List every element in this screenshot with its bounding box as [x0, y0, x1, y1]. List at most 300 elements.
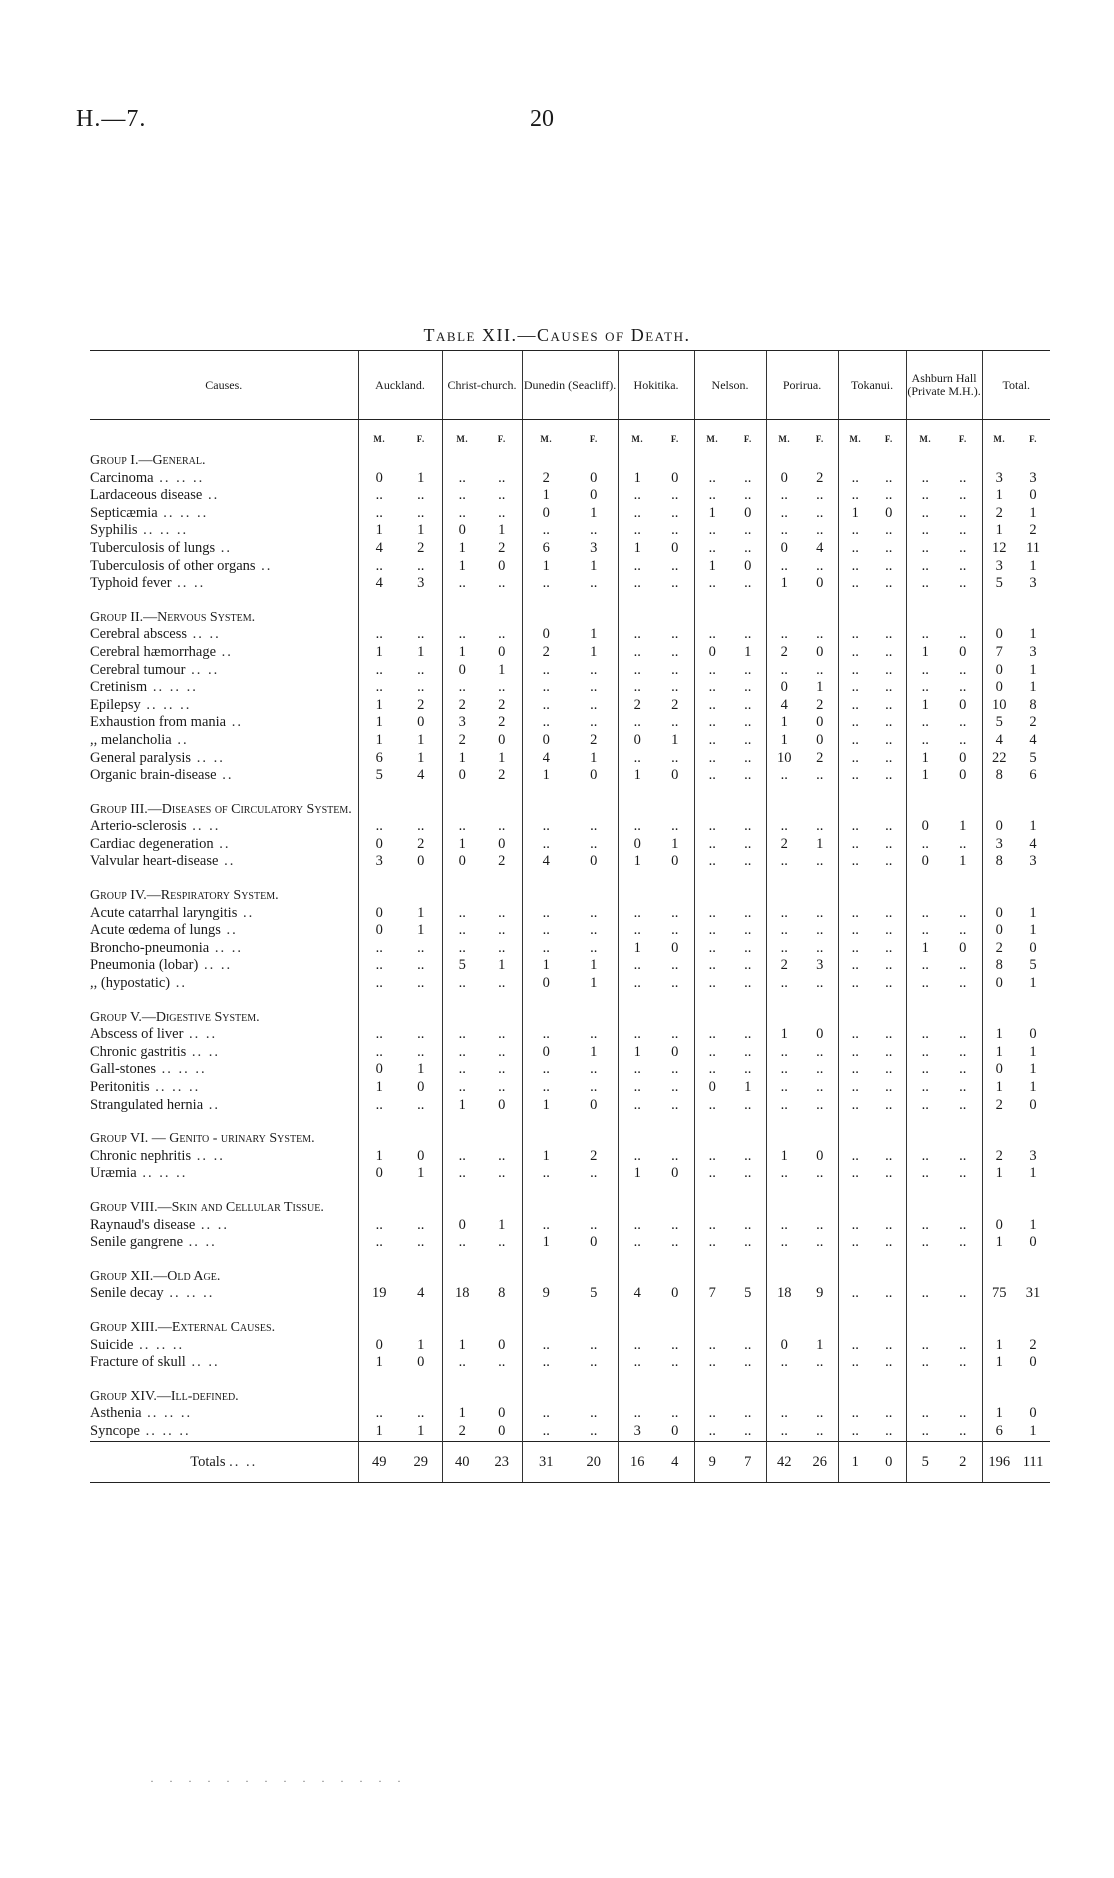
- male-count-cell: 4: [522, 853, 570, 871]
- male-count-cell: ..: [838, 575, 872, 593]
- cause-label: Gall-stones: [90, 1061, 157, 1078]
- spacer-cell: [442, 1183, 482, 1199]
- female-count-cell: ..: [885, 643, 893, 660]
- spacer-cell: [482, 785, 522, 801]
- empty-cell: [982, 1199, 1016, 1217]
- female-count-cell: 2: [498, 853, 506, 870]
- spacer-cell: [522, 1372, 570, 1388]
- male-subheader: M.: [358, 420, 400, 453]
- empty-cell: [872, 1268, 906, 1286]
- male-count-cell: 1: [522, 767, 570, 785]
- male-count-cell: ..: [906, 662, 944, 680]
- female-count-cell: 8: [498, 1285, 506, 1302]
- spacer-cell: [906, 593, 944, 609]
- female-count-cell: 5: [1029, 957, 1037, 974]
- female-count-cell: 0: [816, 1147, 824, 1164]
- spacer-cell: [90, 785, 358, 801]
- empty-cell: [570, 609, 618, 627]
- spacer-cell: [1016, 1114, 1050, 1130]
- female-count-cell: ..: [816, 922, 824, 939]
- male-count-cell: ..: [838, 750, 872, 768]
- spacer-cell: [802, 871, 838, 887]
- spacer-cell: [1016, 871, 1050, 887]
- group-heading-row: [90, 1009, 1050, 1027]
- female-count-cell: 9: [816, 1285, 824, 1302]
- male-count-cell: 0: [442, 1217, 482, 1235]
- female-count-cell: ..: [959, 679, 967, 696]
- cause-label: Cardiac degeneration: [90, 835, 214, 852]
- empty-cell: [1016, 609, 1050, 627]
- female-count-cell: ..: [885, 1079, 893, 1095]
- male-count-cell: ..: [766, 922, 802, 940]
- dot-leader: .. ..: [191, 1043, 221, 1060]
- spacer-cell: [730, 1303, 766, 1319]
- dot-leader: .. ..: [189, 1026, 218, 1043]
- dot-leader: .. ..: [203, 957, 233, 974]
- male-count-cell: ..: [618, 679, 656, 697]
- female-count-cell: 0: [959, 767, 967, 784]
- male-count-cell: 3: [442, 714, 482, 732]
- male-count-cell: ..: [358, 1097, 400, 1115]
- male-subheader: M.: [982, 420, 1016, 453]
- empty-cell: [802, 1388, 838, 1406]
- male-count-cell: ..: [906, 540, 944, 558]
- female-count-cell: ..: [671, 975, 679, 992]
- male-count-cell: 6: [522, 540, 570, 558]
- group-heading: Group III.—Diseases of Circulatory System.: [90, 801, 352, 817]
- male-count-cell: ..: [906, 558, 944, 576]
- male-count-cell: 1: [522, 1097, 570, 1115]
- female-count-cell: ..: [590, 1026, 598, 1043]
- male-count-cell: ..: [694, 1165, 730, 1183]
- male-count-cell: ..: [442, 1061, 482, 1079]
- male-count-cell: ..: [838, 1026, 872, 1044]
- female-count-cell: 4: [1029, 731, 1037, 748]
- male-count-cell: ..: [906, 679, 944, 697]
- female-count-cell: 1: [417, 1336, 425, 1353]
- empty-cell: [618, 1388, 656, 1406]
- female-count-cell: ..: [959, 922, 967, 939]
- female-count-cell: 0: [816, 731, 824, 748]
- male-count-cell: ..: [694, 1061, 730, 1079]
- table-row: [90, 818, 1050, 836]
- male-count-cell: ..: [522, 1217, 570, 1235]
- spacer-cell: [802, 785, 838, 801]
- column-header-tokanui: Tokanui.: [838, 351, 906, 420]
- male-count-cell: 1: [442, 558, 482, 576]
- male-subheader: M.: [838, 420, 872, 453]
- spacer-cell: [838, 1372, 872, 1388]
- empty-cell: [838, 801, 872, 819]
- female-count-cell: ..: [885, 922, 893, 939]
- female-count-cell: ..: [417, 487, 425, 504]
- empty-cell: [944, 1009, 982, 1027]
- empty-cell: [358, 1319, 400, 1337]
- spacer-cell: [656, 1114, 694, 1130]
- female-count-cell: 2: [590, 731, 598, 748]
- female-count-cell: ..: [590, 1422, 598, 1439]
- female-count-cell: ..: [959, 469, 967, 486]
- female-count-cell: 0: [1029, 1234, 1037, 1251]
- female-count-cell: 0: [590, 487, 598, 504]
- male-count-cell: ..: [522, 922, 570, 940]
- male-count-cell: ..: [442, 1026, 482, 1044]
- male-count-cell: 1: [982, 1165, 1016, 1183]
- spacer-cell: [838, 785, 872, 801]
- spacer-cell: [482, 993, 522, 1009]
- empty-cell: [570, 1268, 618, 1286]
- male-count-cell: 1: [358, 1354, 400, 1372]
- male-count-cell: ..: [766, 1217, 802, 1235]
- male-count-cell: ..: [838, 1079, 872, 1097]
- female-count-cell: ..: [671, 626, 679, 643]
- male-total-cell: 42: [766, 1441, 802, 1482]
- spacer-cell: [656, 1252, 694, 1268]
- female-count-cell: 1: [417, 731, 425, 748]
- female-count-cell: ..: [417, 1026, 425, 1043]
- male-count-cell: ..: [838, 662, 872, 680]
- male-count-cell: ..: [838, 1217, 872, 1235]
- male-count-cell: ..: [906, 975, 944, 993]
- female-count-cell: 0: [671, 939, 679, 956]
- female-count-cell: ..: [744, 539, 752, 556]
- male-count-cell: 6: [358, 750, 400, 768]
- empty-cell: [802, 1130, 838, 1148]
- group-heading-row: [90, 1199, 1050, 1217]
- male-count-cell: ..: [838, 487, 872, 505]
- male-total-cell: 9: [694, 1441, 730, 1482]
- spacer-cell: [766, 593, 802, 609]
- female-subheader: F.: [670, 434, 679, 444]
- male-count-cell: ..: [694, 1337, 730, 1355]
- female-count-cell: ..: [744, 487, 752, 504]
- male-count-cell: 1: [618, 940, 656, 958]
- spacer-cell: [730, 785, 766, 801]
- male-count-cell: 0: [358, 1337, 400, 1355]
- male-count-cell: ..: [906, 626, 944, 644]
- female-count-cell: ..: [885, 1096, 893, 1113]
- empty-cell: [838, 609, 872, 627]
- female-count-cell: ..: [885, 957, 893, 974]
- female-count-cell: ..: [959, 731, 967, 748]
- male-count-cell: ..: [442, 575, 482, 593]
- empty-cell: [482, 1388, 522, 1406]
- male-count-cell: 0: [522, 975, 570, 993]
- male-count-cell: ..: [766, 1234, 802, 1252]
- female-count-cell: ..: [671, 1405, 679, 1422]
- female-count-cell: ..: [590, 1079, 598, 1095]
- male-total-cell: 40: [442, 1441, 482, 1482]
- female-count-cell: 0: [590, 767, 598, 784]
- female-count-cell: 1: [1029, 1165, 1037, 1182]
- female-count-cell: ..: [744, 853, 752, 870]
- cause-label: Broncho-pneumonia: [90, 939, 210, 956]
- female-count-cell: 1: [1029, 818, 1037, 835]
- empty-cell: [694, 1130, 730, 1148]
- empty-cell: [766, 609, 802, 627]
- group-heading: Group VI. — Genito - urinary System.: [90, 1131, 315, 1147]
- empty-cell: [694, 609, 730, 627]
- female-count-cell: ..: [498, 818, 506, 835]
- female-count-cell: 11: [1026, 539, 1041, 556]
- table-row: [90, 836, 1050, 854]
- male-count-cell: 1: [694, 505, 730, 523]
- male-count-cell: ..: [906, 1234, 944, 1252]
- male-count-cell: ..: [838, 922, 872, 940]
- spacer-cell: [358, 785, 400, 801]
- totals-label-cell: [90, 1441, 358, 1482]
- cause-label: Asthenia: [90, 1405, 142, 1422]
- male-count-cell: ..: [522, 1423, 570, 1441]
- female-subheader: F.: [884, 434, 893, 444]
- female-count-cell: ..: [744, 749, 752, 766]
- spacer-cell: [358, 1252, 400, 1268]
- female-subheader: F.: [815, 434, 824, 444]
- cause-name-cell: [90, 1165, 358, 1183]
- male-count-cell: 0: [982, 1061, 1016, 1079]
- table-row: [90, 750, 1050, 768]
- male-count-cell: ..: [694, 487, 730, 505]
- dot-leader: .. ..: [191, 1354, 220, 1371]
- empty-cell: [618, 609, 656, 627]
- male-count-cell: 1: [522, 1148, 570, 1166]
- female-count-cell: 3: [1029, 643, 1037, 660]
- table-row: [90, 697, 1050, 715]
- female-count-cell: 0: [590, 1234, 598, 1251]
- cause-label: Lardaceous disease: [90, 487, 203, 504]
- female-count-cell: 1: [498, 1216, 506, 1233]
- empty-cell: [358, 609, 400, 627]
- male-count-cell: ..: [838, 714, 872, 732]
- spacer-cell: [618, 593, 656, 609]
- cause-name-cell: [90, 1285, 358, 1303]
- male-count-cell: ..: [522, 714, 570, 732]
- male-count-cell: 0: [358, 905, 400, 923]
- female-count-cell: 2: [1029, 522, 1037, 539]
- empty-cell: [982, 801, 1016, 819]
- table-row: [90, 662, 1050, 680]
- table-row: [90, 644, 1050, 662]
- male-count-cell: 2: [766, 957, 802, 975]
- male-count-cell: ..: [442, 1044, 482, 1062]
- group-heading: Group XIII.—External Causes.: [90, 1320, 276, 1336]
- female-count-cell: 1: [1029, 679, 1037, 696]
- male-count-cell: ..: [358, 1405, 400, 1423]
- female-count-cell: ..: [959, 1165, 967, 1182]
- male-count-cell: ..: [906, 714, 944, 732]
- male-count-cell: ..: [618, 505, 656, 523]
- cause-name-cell: [90, 957, 358, 975]
- group-heading-row: [90, 452, 1050, 470]
- spacer-cell: [570, 1114, 618, 1130]
- spacer-cell: [944, 871, 982, 887]
- dot-leader: .. .. ..: [143, 522, 189, 539]
- female-count-cell: 0: [671, 469, 679, 486]
- cause-name-cell: [90, 470, 358, 488]
- male-count-cell: ..: [906, 1423, 944, 1441]
- empty-cell: [766, 1268, 802, 1286]
- spacer-cell: [982, 993, 1016, 1009]
- dot-leader: ..: [231, 714, 243, 731]
- empty-cell: [1016, 1130, 1050, 1148]
- male-count-cell: 2: [522, 644, 570, 662]
- female-count-cell: ..: [671, 1147, 679, 1164]
- female-count-cell: ..: [885, 904, 893, 921]
- spacer-cell: [730, 1372, 766, 1388]
- spacer-cell: [694, 1372, 730, 1388]
- female-count-cell: ..: [498, 1043, 506, 1060]
- cause-name-cell: [90, 679, 358, 697]
- female-count-cell: 1: [1029, 1422, 1037, 1439]
- female-count-cell: ..: [671, 661, 679, 678]
- female-count-cell: 1: [417, 922, 425, 939]
- female-count-cell: ..: [744, 957, 752, 974]
- spacer-cell: [656, 1303, 694, 1319]
- female-count-cell: ..: [744, 1147, 752, 1164]
- spacer-cell: [802, 1114, 838, 1130]
- male-count-cell: ..: [694, 1097, 730, 1115]
- male-count-cell: 12: [982, 540, 1016, 558]
- empty-cell: [1016, 1319, 1050, 1337]
- cause-label: Chronic nephritis: [90, 1147, 192, 1164]
- male-count-cell: ..: [906, 905, 944, 923]
- cause-name-cell: [90, 836, 358, 854]
- female-count-cell: 1: [417, 1422, 425, 1439]
- empty-cell: [982, 1009, 1016, 1027]
- female-count-cell: ..: [744, 904, 752, 921]
- dot-leader: .. ..: [214, 939, 243, 956]
- male-count-cell: 0: [358, 1165, 400, 1183]
- female-count-cell: 1: [671, 731, 679, 748]
- spacer-cell: [838, 1183, 872, 1199]
- female-count-cell: 1: [1029, 1216, 1037, 1233]
- female-count-cell: ..: [498, 1234, 506, 1251]
- group-spacer-row: [90, 871, 1050, 887]
- female-count-cell: ..: [816, 1165, 824, 1182]
- table-row: [90, 853, 1050, 871]
- female-count-cell: 0: [590, 469, 598, 486]
- female-count-cell: 1: [590, 1043, 598, 1060]
- male-count-cell: 0: [906, 853, 944, 871]
- female-count-cell: 2: [417, 539, 425, 556]
- female-count-cell: ..: [671, 1354, 679, 1371]
- male-count-cell: 1: [982, 1354, 1016, 1372]
- male-count-cell: ..: [522, 1061, 570, 1079]
- female-count-cell: 0: [417, 714, 425, 731]
- group-heading: Group IV.—Respiratory System.: [90, 888, 279, 904]
- female-count-cell: 1: [590, 749, 598, 766]
- cause-label: Suicide: [90, 1336, 134, 1353]
- male-count-cell: ..: [522, 818, 570, 836]
- male-count-cell: ..: [766, 626, 802, 644]
- male-count-cell: 1: [906, 644, 944, 662]
- male-count-cell: 0: [982, 626, 1016, 644]
- cause-label: Valvular heart-disease: [90, 853, 219, 870]
- table-row: [90, 1217, 1050, 1235]
- female-count-cell: ..: [671, 522, 679, 539]
- male-count-cell: 5: [358, 767, 400, 785]
- female-count-cell: ..: [885, 818, 893, 835]
- cause-name-cell: [90, 1234, 358, 1252]
- female-count-cell: 1: [816, 1336, 824, 1353]
- empty-cell: [522, 1199, 570, 1217]
- male-count-cell: ..: [618, 1097, 656, 1115]
- male-count-cell: 1: [358, 697, 400, 715]
- male-count-cell: 3: [358, 853, 400, 871]
- female-count-cell: ..: [885, 539, 893, 556]
- empty-cell: [570, 1130, 618, 1148]
- female-count-cell: ..: [498, 1026, 506, 1043]
- male-count-cell: 8: [982, 767, 1016, 785]
- female-count-cell: 3: [1029, 469, 1037, 486]
- empty-cell: [656, 1130, 694, 1148]
- cause-label: Syncope: [90, 1422, 140, 1439]
- empty-cell: [982, 1388, 1016, 1406]
- spacer-cell: [570, 785, 618, 801]
- empty-cell: [944, 1388, 982, 1406]
- male-count-cell: 1: [982, 487, 1016, 505]
- male-count-cell: ..: [694, 714, 730, 732]
- dot-leader: .. .. ..: [145, 1422, 191, 1439]
- male-count-cell: ..: [618, 1079, 656, 1097]
- empty-cell: [730, 1130, 766, 1148]
- female-count-cell: 1: [744, 643, 752, 660]
- empty-cell: [442, 452, 482, 470]
- cause-label: Cerebral abscess: [90, 626, 188, 643]
- spacer-cell: [656, 785, 694, 801]
- male-count-cell: ..: [766, 1423, 802, 1441]
- empty-cell: [482, 1319, 522, 1337]
- cause-label: Abscess of liver: [90, 1026, 184, 1043]
- male-count-cell: ..: [442, 905, 482, 923]
- male-subheader: M.: [694, 420, 730, 453]
- table-row: [90, 1097, 1050, 1115]
- male-count-cell: ..: [618, 1234, 656, 1252]
- female-count-cell: ..: [816, 487, 824, 504]
- female-count-cell: 0: [498, 731, 506, 748]
- cause-label: Tuberculosis of lungs: [90, 539, 216, 556]
- empty-cell: [442, 1199, 482, 1217]
- male-count-cell: ..: [766, 1044, 802, 1062]
- cause-name-cell: [90, 505, 358, 523]
- empty-cell: [982, 1268, 1016, 1286]
- spacer-cell: [872, 993, 906, 1009]
- empty-cell: [358, 887, 400, 905]
- cause-name-cell: [90, 575, 358, 593]
- table-title: Table XII.—Causes of Death.: [423, 325, 691, 345]
- empty-cell: [656, 1388, 694, 1406]
- female-count-cell: ..: [816, 1422, 824, 1439]
- empty-cell: [730, 887, 766, 905]
- empty-cell: [442, 801, 482, 819]
- cause-name-cell: [90, 940, 358, 958]
- spacer-cell: [694, 1114, 730, 1130]
- male-count-cell: ..: [838, 732, 872, 750]
- cause-label: Fracture of skull: [90, 1354, 186, 1371]
- spacer-cell: [358, 993, 400, 1009]
- female-count-cell: ..: [959, 626, 967, 643]
- male-count-cell: ..: [906, 1097, 944, 1115]
- male-count-cell: 2: [442, 697, 482, 715]
- female-count-cell: ..: [959, 557, 967, 574]
- group-heading-row: [90, 1388, 1050, 1406]
- female-count-cell: ..: [959, 1234, 967, 1251]
- female-count-cell: ..: [744, 522, 752, 539]
- female-count-cell: 0: [498, 1422, 506, 1439]
- empty-cell: [766, 801, 802, 819]
- spacer-cell: [482, 593, 522, 609]
- spacer-cell: [944, 1183, 982, 1199]
